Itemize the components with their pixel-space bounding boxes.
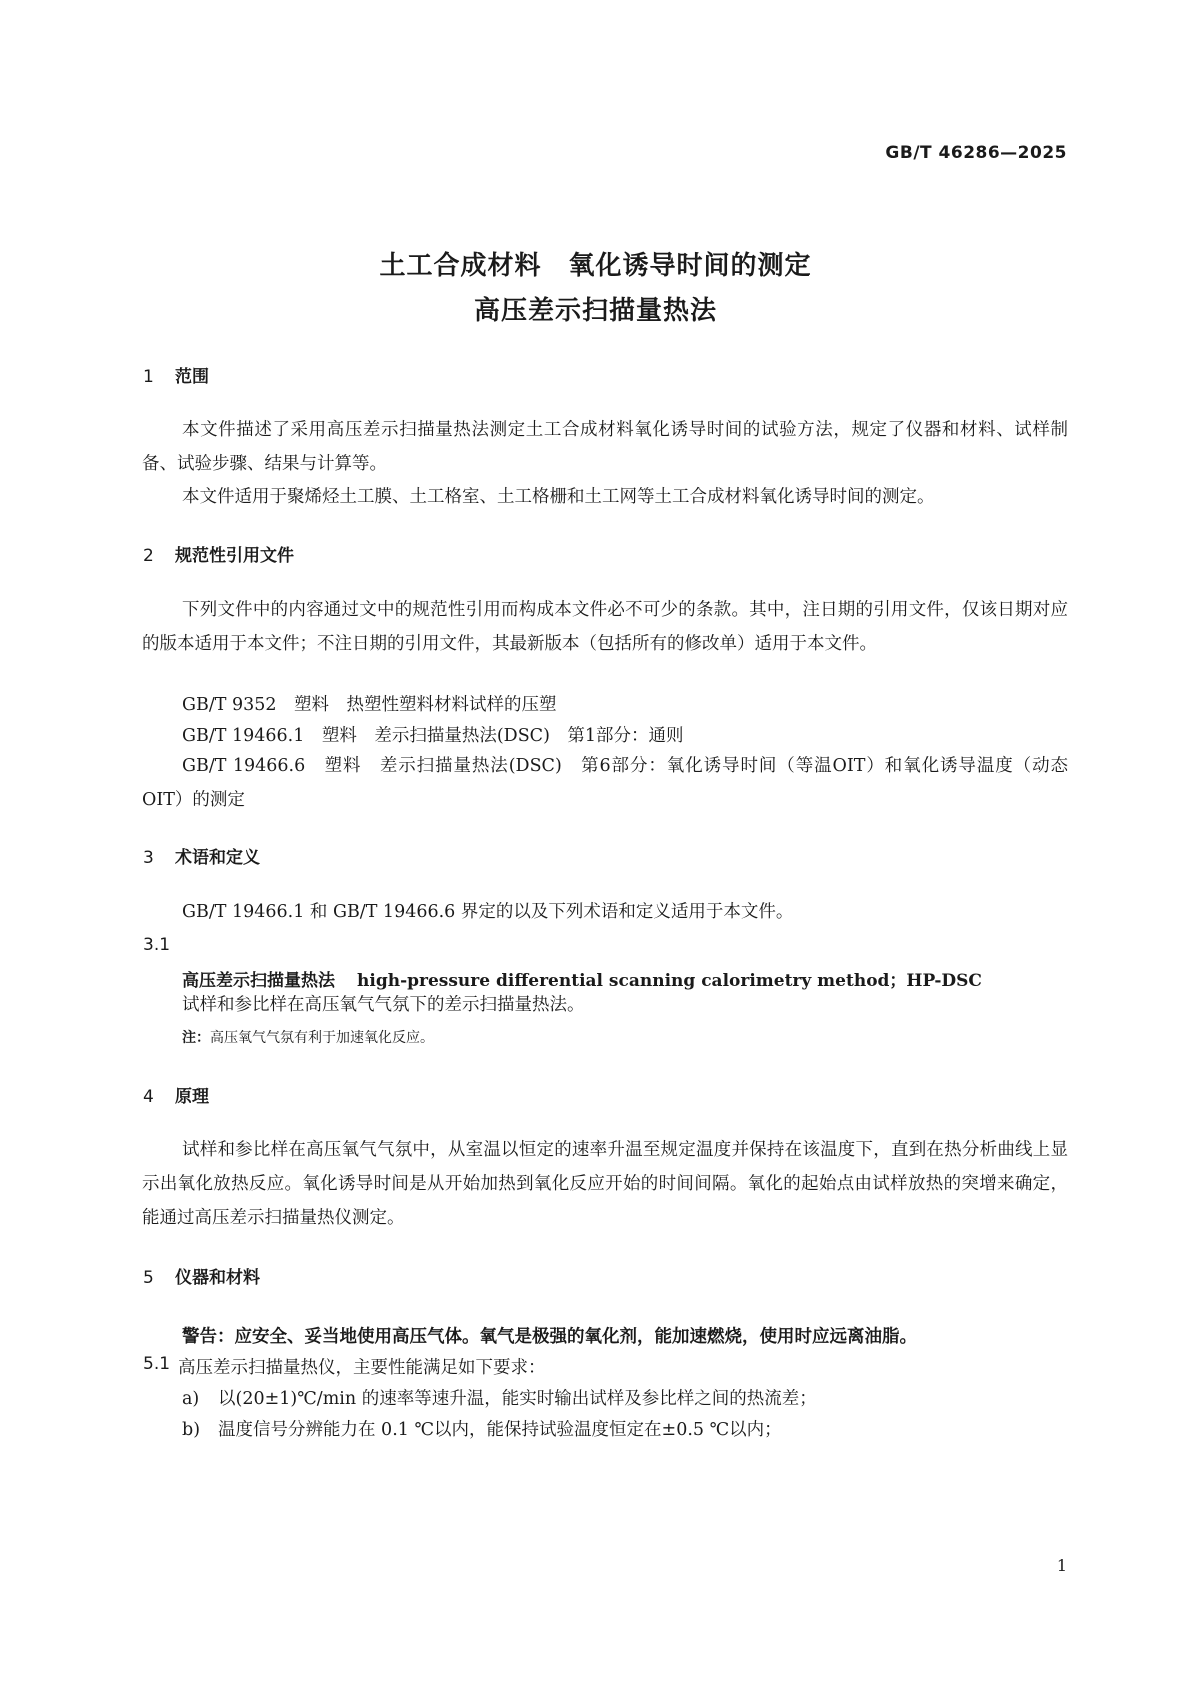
section-1-heading — [143, 362, 209, 387]
safety-warning: 警告：应安全、妥当地使用高压气体。氧气是极强的氧化剂，能加速燃烧，使用时应远离油脂。 — [182, 1327, 917, 1347]
clause-number: 5.1 — [143, 1354, 171, 1374]
reference-item: GB/T 19466.6 塑料 差示扫描量热法(DSC) 第6部分：氧化诱导时间（等温OIT）和氧化诱导温度（动态OIT）的测定 — [142, 756, 1068, 810]
section-2-intro: 下列文件中的内容通过文中的规范性引用而构成本文件必不可少的条款。其中，注日期的引用文件，仅该日期对应的版本适用于本文件；不注日期的引用文件，其最新版本（包括所有的修改单）适用于本文件。 — [142, 600, 1068, 654]
section-number: 3 — [143, 848, 154, 868]
list-item-text: 温度信号分辨能力在 0.1 ℃以内，能保持试验温度恒定在±0.5 ℃以内； — [218, 1420, 782, 1440]
term-chinese: 高压差示扫描量热法 — [182, 971, 335, 991]
section-title: 范围 — [175, 367, 209, 387]
section-title: 术语和定义 — [175, 848, 260, 868]
reference-item: GB/T 9352 塑料 热塑性塑料材料试样的压塑 — [182, 695, 557, 715]
document-title-line2: 高压差示扫描量热法 — [473, 296, 717, 326]
term-english: high-pressure differential scanning calorimetry method；HP-DSC — [357, 971, 982, 991]
section-number: 5 — [143, 1268, 154, 1288]
section-3-heading — [143, 843, 260, 868]
standard-code: GB/T 46286—2025 — [885, 143, 1067, 163]
list-item-text: 以(20±1)℃/min 的速率等速升温，能实时输出试样及参比样之间的热流差； — [218, 1389, 817, 1409]
section-title: 仪器和材料 — [175, 1268, 260, 1288]
list-marker: a) — [182, 1389, 200, 1409]
section-4-paragraph: 试样和参比样在高压氧气气氛中，从室温以恒定的速率升温至规定温度并保持在该温度下，直到在热分析曲线上显示出氧化放热反应。氧化诱导时间是从开始加热到氧化反应开始的时间间隔。氧化的起始点由试样放热的突增来确定，能通过高压差示扫描量热仪测定。 — [142, 1140, 1068, 1228]
clause-number: 3.1 — [143, 935, 171, 955]
section-number: 4 — [143, 1087, 154, 1107]
section-number: 1 — [143, 367, 154, 387]
section-3-intro: GB/T 19466.1 和 GB/T 19466.6 界定的以及下列术语和定义适用于本文件。 — [182, 902, 794, 922]
page-number: 1 — [1056, 1556, 1067, 1575]
reference-item: GB/T 19466.1 塑料 差示扫描量热法(DSC) 第1部分：通则 — [182, 726, 684, 746]
section-4-heading — [143, 1082, 209, 1107]
section-title: 原理 — [175, 1087, 209, 1107]
section-1-paragraph-2: 本文件适用于聚烯烃土工膜、土工格室、土工格栅和土工网等土工合成材料氧化诱导时间的测定。 — [182, 487, 935, 507]
section-2-heading — [143, 541, 294, 566]
term-definition: 试样和参比样在高压氧气气氛下的差示扫描量热法。 — [182, 995, 585, 1015]
list-item — [182, 1416, 782, 1441]
note — [182, 1027, 434, 1047]
section-number: 2 — [143, 546, 154, 566]
section-5-heading — [143, 1263, 260, 1288]
note-label: 注： — [182, 1030, 210, 1046]
list-marker: b) — [182, 1420, 201, 1440]
section-1-paragraph-1: 本文件描述了采用高压差示扫描量热法测定土工合成材料氧化诱导时间的试验方法，规定了仪器和材料、试样制备、试验步骤、结果与计算等。 — [142, 420, 1068, 474]
clause-text: 高压差示扫描量热仪，主要性能满足如下要求： — [178, 1358, 546, 1378]
note-text: 高压氧气气氛有利于加速氧化反应。 — [210, 1030, 434, 1046]
section-title: 规范性引用文件 — [175, 546, 294, 566]
document-title-line1: 土工合成材料 氧化诱导时间的测定 — [379, 251, 812, 281]
list-item — [182, 1385, 817, 1410]
